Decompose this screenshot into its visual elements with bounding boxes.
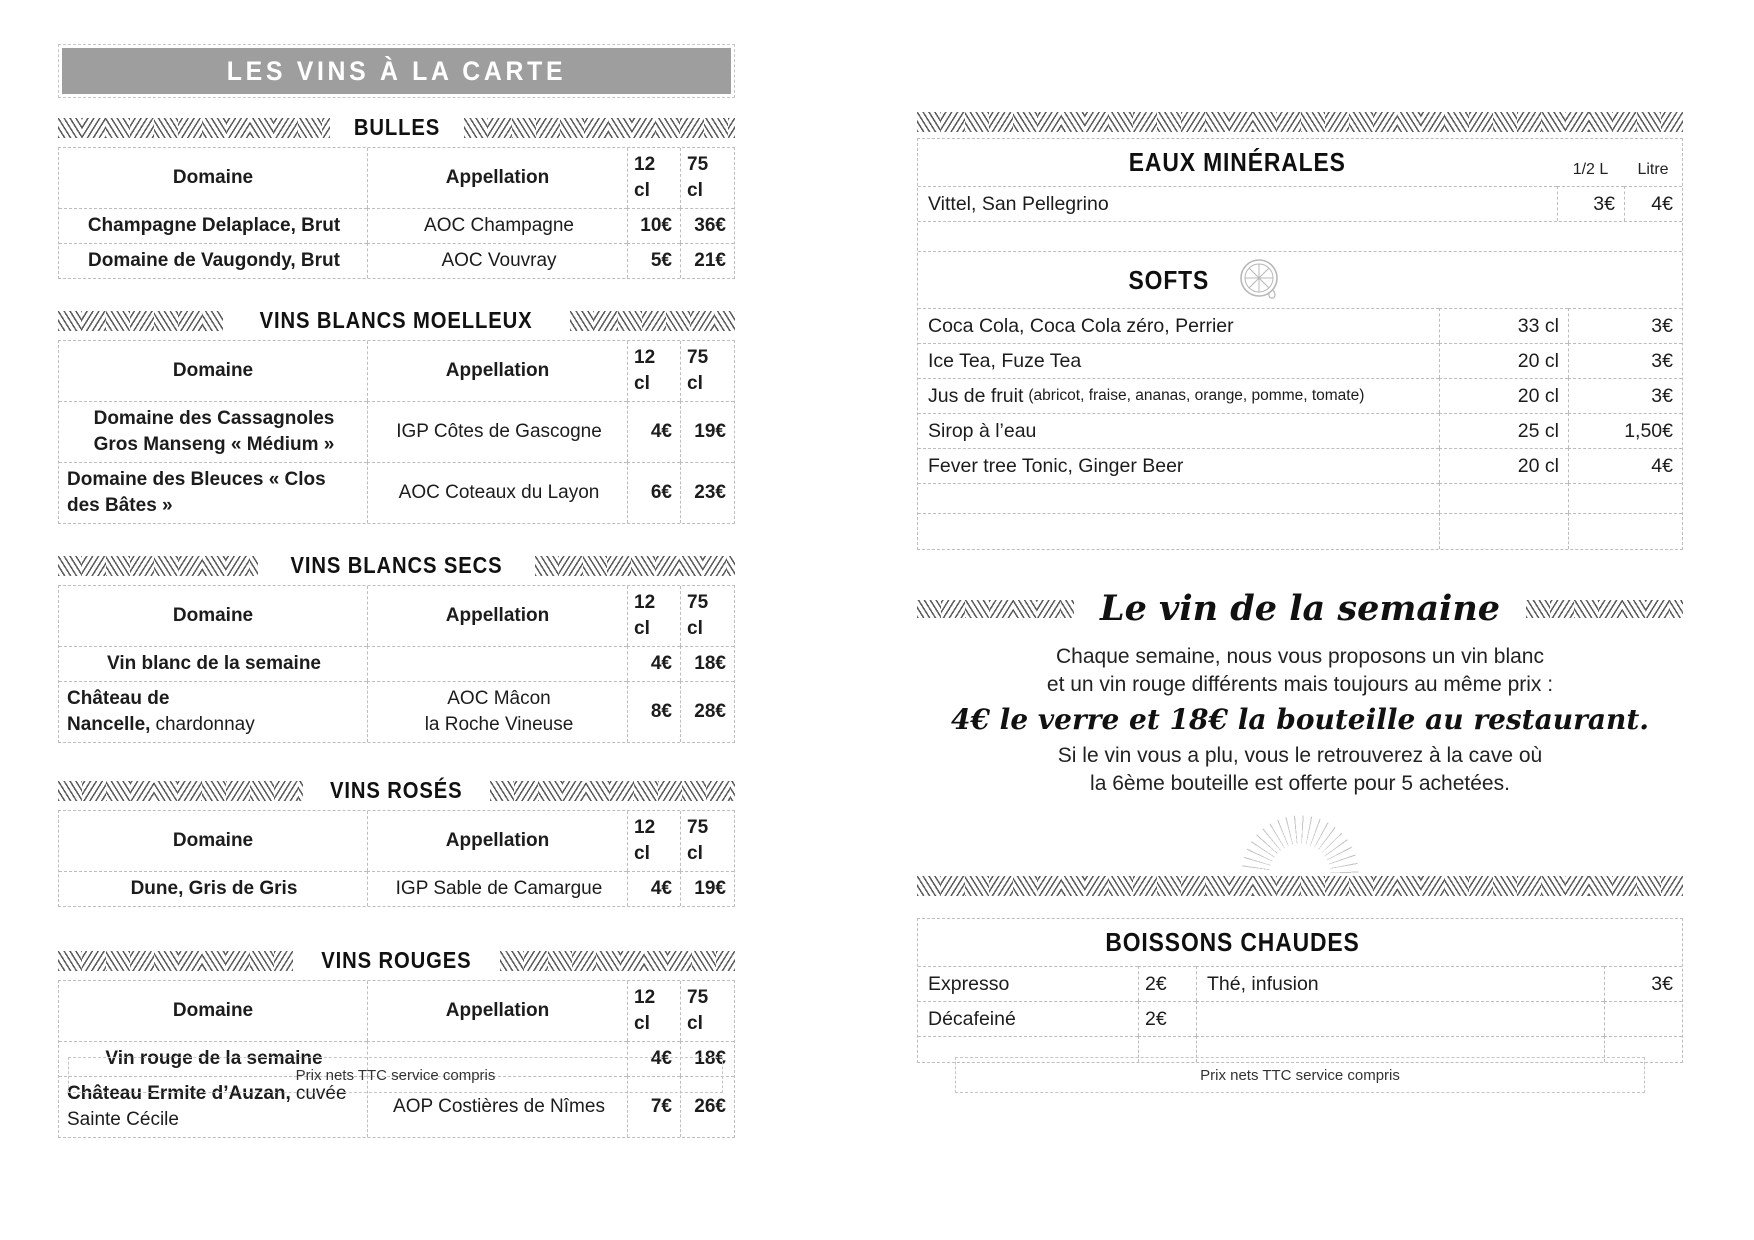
hatch-decoration <box>570 311 735 331</box>
waters-title-cell <box>918 139 1557 186</box>
column-header-75cl: 75 cl <box>680 981 734 1041</box>
column-header-12cl: 12 cl <box>627 981 680 1041</box>
table-row-appellation: AOC Vouvray <box>367 243 627 278</box>
column-header-appellation: Appellation <box>367 981 627 1041</box>
table-row-appellation <box>367 646 627 681</box>
section-header-blancs-moelleux <box>58 307 735 334</box>
hatch-decoration <box>1526 600 1683 618</box>
table-row-bottle-price: 28€ <box>680 681 734 742</box>
hot-drink-name: Décafeiné <box>918 1001 1138 1036</box>
soft-item-price: 1,50€ <box>1568 413 1682 448</box>
table-row-domaine: Champagne Delaplace, Brut <box>59 208 367 243</box>
table-row-appellation: IGP Côtes de Gascogne <box>367 401 627 462</box>
column-header-75cl: 75 cl <box>680 586 734 646</box>
sunburst-decoration <box>1200 812 1400 874</box>
column-header-domaine: Domaine <box>172 360 254 381</box>
water-item-half-price: 3€ <box>1557 186 1624 221</box>
section-title: VINS ROSÉS <box>330 777 463 803</box>
wine-of-week-price-line: 4€ le verre et 18€ la bouteille au restaurant. <box>950 703 1650 736</box>
column-header-12cl: 12 cl <box>627 811 680 871</box>
hatch-decoration <box>917 112 1683 132</box>
table-row-domaine: Vin blanc de la semaine <box>59 646 367 681</box>
hatch-decoration <box>58 311 223 331</box>
table-row-glass-price: 6€ <box>627 462 680 523</box>
table-row-glass-price: 4€ <box>627 646 680 681</box>
section-header-bulles <box>58 114 735 141</box>
hot-drink-price: 2€ <box>1138 1001 1196 1036</box>
waters-title: EAUX MINÉRALES <box>1128 147 1346 177</box>
soft-item-size: 25 cl <box>1439 413 1568 448</box>
wine-table-blancs-moelleux <box>58 340 735 524</box>
empty-cell <box>1439 483 1568 513</box>
table-row-domaine: Château de Nancelle, chardonnay <box>59 681 367 742</box>
table-row-bottle-price: 18€ <box>680 646 734 681</box>
hatch-decoration <box>58 781 303 801</box>
hatch-decoration <box>917 876 1683 896</box>
table-row-bottle-price: 19€ <box>680 401 734 462</box>
soft-item-size: 20 cl <box>1439 448 1568 483</box>
wines-banner <box>58 44 735 98</box>
empty-cell <box>918 513 1439 549</box>
hot-drink-price: 3€ <box>1604 966 1682 1001</box>
hatch-decoration <box>500 951 735 971</box>
soft-item-size: 33 cl <box>1439 308 1568 343</box>
empty-cell <box>1568 483 1682 513</box>
soft-item-size: 20 cl <box>1439 378 1568 413</box>
page-title: LES VINS À LA CARTE <box>226 55 567 86</box>
footer-note-right: Prix nets TTC service compris <box>955 1057 1645 1093</box>
table-row-domaine: Vin rouge de la semaine <box>59 1041 367 1076</box>
softs-title: SOFTS <box>1128 264 1210 295</box>
softs-title-cell <box>918 251 1682 308</box>
soft-item-name: Coca Cola, Coca Cola zéro, Perrier <box>918 308 1439 343</box>
table-row-glass-price: 4€ <box>627 1041 680 1076</box>
wine-of-week-text-line: la 6ème bouteille est offerte pour 5 achetées. <box>1090 772 1510 795</box>
soft-item-price: 3€ <box>1568 378 1682 413</box>
table-row-bottle-price: 26€ <box>680 1076 734 1137</box>
table-row-bottle-price: 36€ <box>680 208 734 243</box>
column-header-appellation: Appellation <box>367 811 627 871</box>
column-header-litre: Litre <box>1637 161 1669 178</box>
table-row-glass-price: 10€ <box>627 208 680 243</box>
table-row-domaine: Château Ermite d’Auzan, cuvée Sainte Cécile <box>59 1076 367 1137</box>
section-header-blancs-secs <box>58 552 735 579</box>
wine-of-week-header <box>917 588 1683 629</box>
hatch-decoration <box>58 951 293 971</box>
footer-note-left: Prix nets TTC service compris <box>68 1057 723 1093</box>
soft-item-name: Fever tree Tonic, Ginger Beer <box>918 448 1439 483</box>
soft-item-price: 3€ <box>1568 343 1682 378</box>
table-row-glass-price: 7€ <box>627 1076 680 1137</box>
soft-item-price: 3€ <box>1568 308 1682 343</box>
wine-of-week-text-line: et un vin rouge différents mais toujours au même prix : <box>1046 673 1554 696</box>
table-row-appellation: AOP Costières de Nîmes <box>367 1076 627 1137</box>
section-title: VINS BLANCS MOELLEUX <box>260 307 533 333</box>
section-header-rouges <box>58 947 735 974</box>
hatch-decoration <box>535 556 735 576</box>
table-row-glass-price: 8€ <box>627 681 680 742</box>
column-header-half-litre: 1/2 L <box>1572 161 1609 178</box>
table-row-bottle-price: 21€ <box>680 243 734 278</box>
empty-cell <box>1439 513 1568 549</box>
water-item-name: Vittel, San Pellegrino <box>918 186 1557 221</box>
table-row-bottle-price: 23€ <box>680 462 734 523</box>
hot-drink-price: 2€ <box>1138 966 1196 1001</box>
table-row-bottle-price: 18€ <box>680 1041 734 1076</box>
hot-drink-name: Expresso <box>918 966 1138 1001</box>
table-row-appellation: AOC Mâcon la Roche Vineuse <box>367 681 627 742</box>
soft-item-name: Ice Tea, Fuze Tea <box>918 343 1439 378</box>
table-row-glass-price: 5€ <box>627 243 680 278</box>
lemon-icon <box>1237 256 1283 304</box>
spacer-row <box>918 221 1682 251</box>
column-header-domaine: Domaine <box>172 1000 254 1021</box>
column-header-appellation: Appellation <box>367 586 627 646</box>
table-row-domaine: Domaine de Vaugondy, Brut <box>59 243 367 278</box>
hatch-decoration <box>58 118 330 138</box>
table-row-glass-price: 4€ <box>627 401 680 462</box>
column-header-appellation: Appellation <box>367 148 627 208</box>
column-header-domaine: Domaine <box>172 830 254 851</box>
hot-drink-name: Thé, infusion <box>1196 966 1604 1001</box>
hatch-decoration <box>58 556 258 576</box>
column-header-12cl: 12 cl <box>627 586 680 646</box>
column-header-appellation: Appellation <box>367 341 627 401</box>
table-row-appellation: AOC Champagne <box>367 208 627 243</box>
soft-item-price: 4€ <box>1568 448 1682 483</box>
table-row-domaine: Domaine des Bleuces « Clos des Bâtes » <box>59 462 367 523</box>
section-title: BULLES <box>353 114 440 140</box>
table-row-glass-price: 4€ <box>627 871 680 906</box>
water-item-litre-price: 4€ <box>1624 186 1682 221</box>
table-row-domaine: Dune, Gris de Gris <box>59 871 367 906</box>
wine-table-bulles <box>58 147 735 279</box>
column-header-12cl: 12 cl <box>627 148 680 208</box>
column-header-domaine: Domaine <box>172 167 254 188</box>
empty-cell <box>1568 513 1682 549</box>
table-row-domaine: Domaine des Cassagnoles Gros Manseng « Médium » <box>59 401 367 462</box>
wine-of-week-text-line: Chaque semaine, nous vous proposons un vin blanc <box>1056 645 1544 668</box>
hatch-decoration <box>917 600 1074 618</box>
column-header-75cl: 75 cl <box>680 341 734 401</box>
table-row-bottle-price: 19€ <box>680 871 734 906</box>
hatch-decoration <box>490 781 735 801</box>
wine-table-blancs-secs <box>58 585 735 743</box>
hot-drinks-table <box>917 918 1683 1063</box>
empty-cell <box>918 483 1439 513</box>
column-header-domaine: Domaine <box>172 605 254 626</box>
wine-of-week-title: Le vin de la semaine <box>1099 588 1501 629</box>
wine-of-week-text-line: Si le vin vous a plu, vous le retrouverez à la cave où <box>1057 744 1543 767</box>
section-header-roses <box>58 777 735 804</box>
soft-item-size: 20 cl <box>1439 343 1568 378</box>
soft-item-name: Sirop à l’eau <box>918 413 1439 448</box>
hatch-decoration <box>464 118 736 138</box>
column-header-12cl: 12 cl <box>627 341 680 401</box>
hot-drinks-title-cell <box>918 919 1682 966</box>
soft-item-name: Jus de fruit (abricot, fraise, ananas, orange, pomme, tomate) <box>918 378 1439 413</box>
section-title: VINS BLANCS SECS <box>290 552 503 578</box>
wines-column <box>58 44 735 1138</box>
hot-drink-name <box>1196 1001 1604 1036</box>
column-header-75cl: 75 cl <box>680 811 734 871</box>
section-title: VINS ROUGES <box>321 947 472 973</box>
drinks-table <box>917 138 1683 550</box>
column-header-75cl: 75 cl <box>680 148 734 208</box>
wine-table-roses <box>58 810 735 907</box>
drinks-column <box>917 112 1683 1063</box>
table-row-appellation: AOC Coteaux du Layon <box>367 462 627 523</box>
hot-drink-price <box>1604 1001 1682 1036</box>
table-row-appellation: IGP Sable de Camargue <box>367 871 627 906</box>
hot-drinks-title: BOISSONS CHAUDES <box>1105 927 1361 957</box>
